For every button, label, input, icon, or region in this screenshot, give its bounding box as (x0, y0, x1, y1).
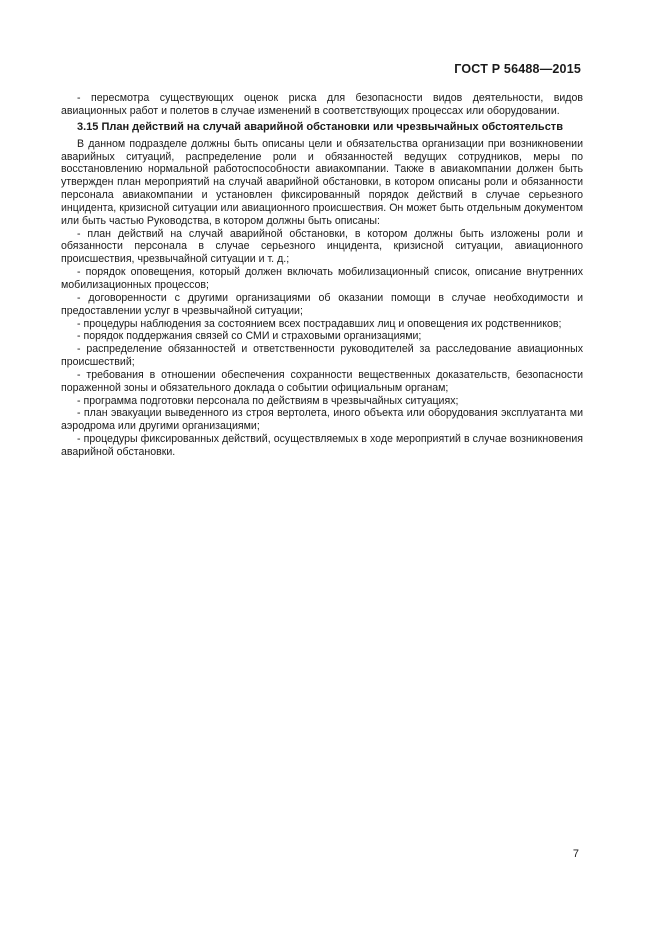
list-item: - программа подготовки персонала по действиям в чрезвычайных ситуациях; (77, 394, 459, 407)
list-item: - требования в отношении обеспечения сохранности вещественных доказательств, безопасности пораженной зоны и обязательного доклада о событии официальным органам; (61, 368, 583, 394)
list-item: - распределение обязанностей и ответственности руководителей за расследование авиационных происшествий; (61, 343, 583, 369)
document-body (61, 92, 583, 459)
intro-list-item: - пересмотра существующих оценок риска для безопасности видов деятельности, видов авиационных работ и полетов в случае изменений в соответствующих процессах или оборудовании. (61, 92, 583, 117)
list-item: - порядок поддержания связей со СМИ и страховыми организациями; (77, 330, 422, 343)
list-item: - порядок оповещения, который должен включать мобилизационный список, описание внутренних мобилизационных процессов; (61, 266, 583, 291)
list-item: - процедуры наблюдения за состоянием всех пострадавших лиц и оповещения их родственников; (77, 317, 562, 330)
list-item: - процедуры фиксированных действий, осуществляемых в ходе мероприятий в случае возникновения аварийной обстановки. (61, 433, 583, 458)
list-item: - план действий на случай аварийной обстановки, в котором должны быть изложены роли и обязанности персонала в случае серьезного инцидента, кризисной ситуации, авиационного происшествия, чрезвычайной ситуации и т. д.; (61, 227, 583, 266)
page-number: 7 (572, 848, 579, 860)
list-item: - договоренности с другими организациями об оказании помощи в случае необходимости и предоставлении услуг в чрезвычайной ситуации; (61, 291, 583, 317)
section-paragraph: В данном подразделе должны быть описаны цели и обязательства организации при возникновении аварийных ситуаций, распределение роли и обязанностей ведущих сотрудников, меры по восстановлению нормальной работоспособности авиакомпании. Также в авиакомпании должен быть утвержден план мероприятий на случай аварийной обстановки, в котором описаны роли и обязанности персонала авиакомпании и установлен фиксированный порядок действий в случае серьезного инцидента, кризисной ситуации или авиационного происшествия. Он может быть отдельным документом или быть частью Руководства, в котором должны быть описаны: (61, 137, 583, 227)
standard-id-header: ГОСТ Р 56488—2015 (454, 62, 581, 76)
list-item: - план эвакуации выведенного из строя вертолета, иного объекта или оборудования эксплуатанта ми аэродрома или другими организациями; (61, 407, 583, 433)
section-heading: 3.15 План действий на случай аварийной обстановки или чрезвычайных обстоятельств (77, 120, 563, 133)
